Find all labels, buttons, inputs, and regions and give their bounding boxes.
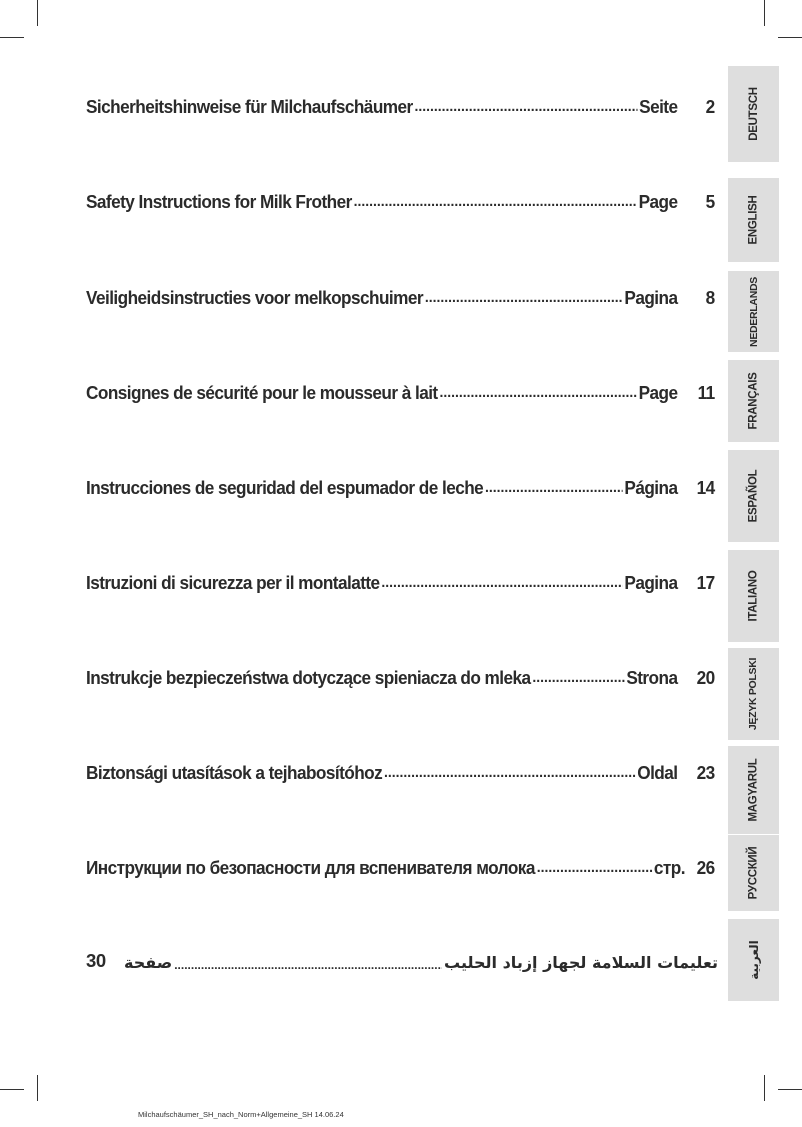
- crop-mark: [764, 1075, 765, 1101]
- toc-page-number: 2: [705, 96, 715, 117]
- crop-mark: [778, 1089, 802, 1090]
- toc-page-word: Pagina: [624, 287, 678, 308]
- toc-leader-dots: [384, 762, 635, 784]
- toc-title: Veiligheidsinstructies voor melkopschuimer: [86, 287, 424, 308]
- tab-label: NEDERLANDS: [747, 276, 760, 347]
- toc-title: Consignes de sécurité pour le mousseur à lait: [86, 382, 438, 403]
- toc-leader-dots: [415, 96, 638, 118]
- toc-page-number: 8: [705, 287, 715, 308]
- toc-leader-dots: [174, 958, 442, 972]
- tab-label: РУССКИЙ: [747, 846, 760, 900]
- toc-title: Instrukcje bezpieczeństwa dotyczące spieniacza do mleka: [86, 667, 531, 688]
- toc-leader-dots: [485, 477, 623, 499]
- crop-mark: [764, 0, 765, 26]
- toc-entry-ru[interactable]: [86, 849, 715, 879]
- language-tab-fr[interactable]: [728, 360, 779, 442]
- toc-title: Инструкции по безопасности для вспенивателя молока: [86, 857, 535, 878]
- crop-mark: [37, 0, 38, 26]
- print-slug: Milchaufschäumer_SH_nach_Norm+Allgemeine_SH 14.06.24: [138, 1110, 344, 1119]
- language-tab-ru[interactable]: [728, 835, 779, 911]
- toc-page-number: 17: [696, 572, 715, 593]
- toc-page-word: Strona: [626, 667, 678, 688]
- toc-entry-nl[interactable]: [86, 279, 715, 309]
- toc-leader-dots: [354, 191, 637, 213]
- crop-mark: [0, 37, 24, 38]
- toc-page-number: 11: [697, 382, 715, 403]
- toc-page-number: 14: [696, 477, 715, 498]
- language-tab-es[interactable]: [728, 450, 779, 542]
- toc-page-number: 20: [696, 667, 715, 688]
- toc-entry-de[interactable]: [86, 88, 715, 118]
- language-tab-de[interactable]: [728, 66, 779, 162]
- toc-page-word: Página: [624, 477, 678, 498]
- toc-page-word: Oldal: [637, 762, 678, 783]
- tab-label: FRANÇAIS: [747, 372, 760, 430]
- toc-page-word: صفحة: [124, 953, 173, 972]
- crop-mark: [0, 1089, 24, 1090]
- toc-leader-dots: [381, 572, 622, 594]
- toc-title: Instrucciones de seguridad del espumador de leche: [86, 477, 484, 498]
- toc-entry-fr[interactable]: [86, 374, 715, 404]
- toc-page-number: 26: [696, 857, 715, 878]
- tab-label: DEUTSCH: [747, 87, 760, 141]
- toc-page-word: Page: [638, 382, 678, 403]
- toc-entry-es[interactable]: [86, 469, 715, 499]
- crop-mark: [37, 1075, 38, 1101]
- toc-entry-it[interactable]: [86, 564, 715, 594]
- toc-title: Sicherheitshinweise für Milchaufschäumer: [86, 96, 413, 117]
- tab-label: ITALIANO: [747, 570, 760, 622]
- tab-label: العربية: [746, 940, 761, 980]
- toc-page-word: стр.: [653, 857, 685, 878]
- toc-leader-dots: [439, 382, 636, 404]
- tab-label: MAGYARUL: [747, 758, 760, 822]
- toc-leader-dots: [532, 667, 624, 689]
- toc-entry-ar[interactable]: [86, 942, 718, 972]
- toc-title: تعليمات السلامة لجهاز إزباد الحليب: [444, 953, 718, 972]
- language-tab-pl[interactable]: [728, 648, 779, 740]
- toc-page-word: Page: [638, 191, 678, 212]
- language-tab-nl[interactable]: [728, 271, 779, 352]
- language-tab-hu[interactable]: [728, 746, 779, 834]
- toc-entry-hu[interactable]: [86, 754, 715, 784]
- toc-title: Safety Instructions for Milk Frother: [86, 191, 352, 212]
- tab-label: JĘZYK POLSKI: [747, 657, 760, 731]
- toc-page-word: Seite: [639, 96, 678, 117]
- tab-label: ESPAÑOL: [747, 469, 760, 523]
- language-tab-ar[interactable]: [728, 919, 779, 1001]
- toc-entry-pl[interactable]: [86, 659, 715, 689]
- toc-page-word: Pagina: [624, 572, 678, 593]
- language-tab-en[interactable]: [728, 178, 779, 262]
- toc-leader-dots: [537, 857, 652, 879]
- tab-label: ENGLISH: [747, 195, 760, 245]
- toc-page-number: 5: [705, 191, 715, 212]
- language-tab-it[interactable]: [728, 550, 779, 642]
- toc-entry-en[interactable]: [86, 183, 715, 213]
- toc-page-number: 30: [86, 950, 106, 971]
- toc-title: Istruzioni di sicurezza per il montalatte: [86, 572, 380, 593]
- toc-leader-dots: [425, 287, 623, 309]
- crop-mark: [778, 37, 802, 38]
- toc-page-number: 23: [696, 762, 715, 783]
- toc-title: Biztonsági utasítások a tejhabosítóhoz: [86, 762, 383, 783]
